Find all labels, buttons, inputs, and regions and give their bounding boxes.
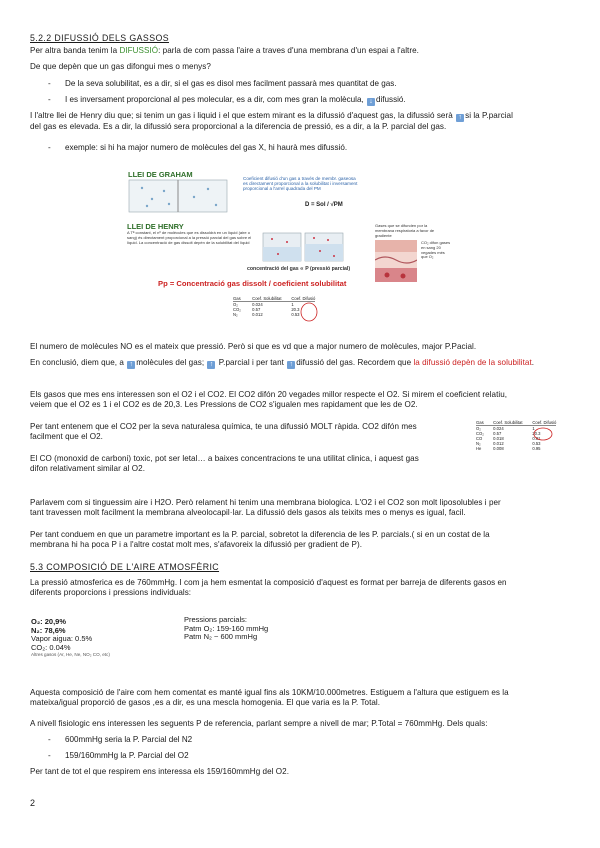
co2-side-note: CO₂ difon gases en sang 20 vegades més que O₂ (421, 240, 451, 260)
bullet-o2: - 159/160mmHg la P. Parcial del O2 (48, 751, 189, 760)
arrow-up-icon: ↑ (456, 114, 464, 122)
figure-table-header: Gas Coef. Solubilitat Coef. Difusió (233, 296, 316, 301)
paragraph-o2-co2: Els gasos que mes ens interessen son el O2 i el CO2. El CO2 difón 20 vegades millor respecte el O2. Si mirem el coeficient relatiu, veiem que el O2 es 1 i el CO2 es de 20,3. Les Pressions de CO2 s'igualen mes rapidament que les de O2. (30, 390, 508, 409)
henry-description: A Tª constant, el nº de molècules que es dissoldrà en un líquid (aire o sang) és directament proporcional a la pressió parcial del gas sobre el líquid. La concentració de gas dissolt depèn de la solubilitat del líquid (127, 230, 252, 245)
bullet-pes-molecular: - I es inversament proporcional al pes molecular, es a dir, com mes gran la molècula, ↓ difussió. (48, 95, 406, 105)
figure-table-row: N₂ 0.012 0.53 (233, 312, 300, 317)
partial-pressure-o2: Patm O₂: 159-160 mmHg (184, 623, 269, 633)
henry-concentration: concentració del gas ∝ P (pressió parcial) (247, 266, 351, 272)
henry-diagram (262, 232, 344, 262)
intro-paragraph: Per altra banda tenim la DIFUSSIÓ: parla de com passa l'aire a traves d'una membrana d'un espai a l'altre. (30, 46, 419, 55)
air-composition (31, 618, 110, 658)
section-title-composicio: 5.3 COMPOSICIÓ DE L'AIRE ATMOSFÈRIC (30, 562, 220, 572)
figure-table-row: CO₂ 0.57 20.3 (233, 307, 300, 312)
bullet-n2: - 600mmHg seria la P. Parcial del N2 (48, 735, 193, 744)
alveolus-membrane-image (375, 240, 417, 282)
air-o2: O₂: 20,9% (31, 617, 67, 626)
question: De que depèn que un gas difongui mes o menys? (30, 62, 211, 71)
partial-pressure-n2: Patm N₂ ~ 600 mmHg (184, 632, 258, 642)
paragraph-referencia: A nivell fisiologic ens interessen les seguents P de referencia, parlant sempre a nivell de mar; P.Total = 760mmHg. Dels quals: (30, 719, 488, 728)
table-row: O₂ 0.024 1 (476, 425, 556, 431)
air-vapor: Vapor aigua: 0.5% (31, 634, 93, 644)
gases-description: Gases que se difunden por la membrana respiratoria a favor de gradiente (375, 223, 435, 238)
table-row: N₂ 0.012 0.53 (476, 441, 541, 446)
arrow-up-icon: ↑ (127, 361, 135, 369)
arrow-down-icon: ↓ (367, 98, 375, 106)
graham-description: Coeficient difusió d'un gas a través de membr. gaseosa es directament proporcional a la solubilitat i inversament proporcional a l'arrel quadrada del PM (243, 176, 358, 192)
figure-table-row: O₂ 0.024 1 (233, 301, 315, 307)
air-n2: N₂: 78,6% (31, 625, 66, 635)
highlight-solubilitat: la difussió depèn de la solubilitat (413, 358, 532, 367)
bullet-solubilitat: - De la seva solubilitat, es a dir, si el gas es disol mes facilment passarà mes quantitat de gas. (48, 79, 397, 88)
highlight-circle (298, 301, 320, 323)
arrow-up-icon: ↑ (207, 361, 215, 369)
graham-title: LLEI DE GRAHAM (128, 170, 193, 179)
henry-title: LLEI DE HENRY (127, 222, 184, 231)
paragraph-membrane: Parlavem com si tinguessim aire i H2O. Però relament hi tenim una membrana biologica. L'O2 i el CO2 son molt liposolubles i per tant travessen molt facilment la membrana alveolocapil·lar. La difussió dels gasos als teixits mes o menys es igual, facil. (30, 498, 501, 517)
graham-diagram (128, 179, 228, 213)
air-others: Altres gasos (Ar, He, Ne, NO₂ CO, etc) (31, 652, 110, 658)
henry-paragraph: I l'altre llei de Henry diu que; si tenim un gas i liquid i el que estem mirant es la difussió d'aquest gas, la difussió serà ↑ si la P.parcial del gas es elevada. Es a dir, la difussió sera proporcional a la diferencia de pressió, es a dir, a la P. parcial del gas. (30, 111, 513, 131)
paragraph-composicio-constant: Aquesta composició de l'aire com hem comentat es manté igual fins als 10KM/10.000metres. Estiguem a l'altura que estiguem es la mateixa/igual proporció de gasos ,es a dir, es una mescla homogenia. El que varia es la P. Total. (30, 688, 509, 707)
arrow-up-icon: ↑ (287, 361, 295, 369)
table-header: Gas Coef. Solubilitat Coef. Difusió (476, 420, 557, 425)
bullet-exemple: - exemple: si hi ha major numero de molècules del gas X, hi haurà mes difussió. (48, 143, 348, 152)
table-highlight-circle (532, 426, 554, 442)
paragraph-parcial: Per tant conduem en que un parametre important es la P. parcial, sobretot la diferencia de les P. parcials.( si en un costat de la membrana hi ha poca P i a l'altre costat molt mes, s'afavoreix la difussió per gradient de P). (30, 530, 490, 549)
henry-formula: Pp = Concentració gas dissolt / coeficient solubilitat (158, 279, 347, 288)
table-row: CO₂ 0.57 20.3 (476, 431, 541, 436)
paragraph-molecules: El numero de molècules NO es el mateix que pressió. Però si que es vd que a major numero de molècules, major P.Pacial. (30, 342, 477, 351)
paragraph-conclusion: En conclusió, diem que, a ↑ molècules del gas; ↑ P.parcial i per tant ↑ difussió del gas. Recordem que la difussió depèn de la solubilitat. (30, 358, 535, 368)
table-row: He 0.008 0.95 (476, 446, 541, 451)
air-co2: CO₂: 0.04% (31, 642, 71, 652)
page-number: 2 (30, 798, 36, 808)
paragraph-co: El CO (monoxid de carboni) toxic, pot ser letal… a baixes concentracions te una utilitat clinica, i aquest gas difon relativament similar al O2. (30, 454, 419, 473)
graham-formula: D = Sol / √PM (305, 202, 343, 208)
paragraph-final: Per tant de tot el que respirem ens interessa els 159/160mmHg del O2. (30, 767, 289, 776)
paragraph-pressio-atmosferica: La pressió atmosferica es de 760mmHg. I com ja hem esmentat la composició d'aquest es format per barreja de diferents gasos en diferents proporcions i pressions individuals: (30, 578, 507, 597)
partial-pressures (184, 616, 268, 642)
term-difussio: DIFUSSIÓ (119, 46, 159, 55)
table-row: CO 0.018 0.81 (476, 436, 541, 441)
section-title-difussio: 5.2.2 DIFUSSIÓ DELS GASSOS (30, 33, 169, 43)
paragraph-co2-fast: Per tant entenem que el CO2 per la seva naturalesa química, te una difussió MOLT ràpida. CO2 difón mes facilment que el O2. (30, 422, 417, 441)
partial-pressures-title: Pressions parcials: (184, 615, 247, 624)
